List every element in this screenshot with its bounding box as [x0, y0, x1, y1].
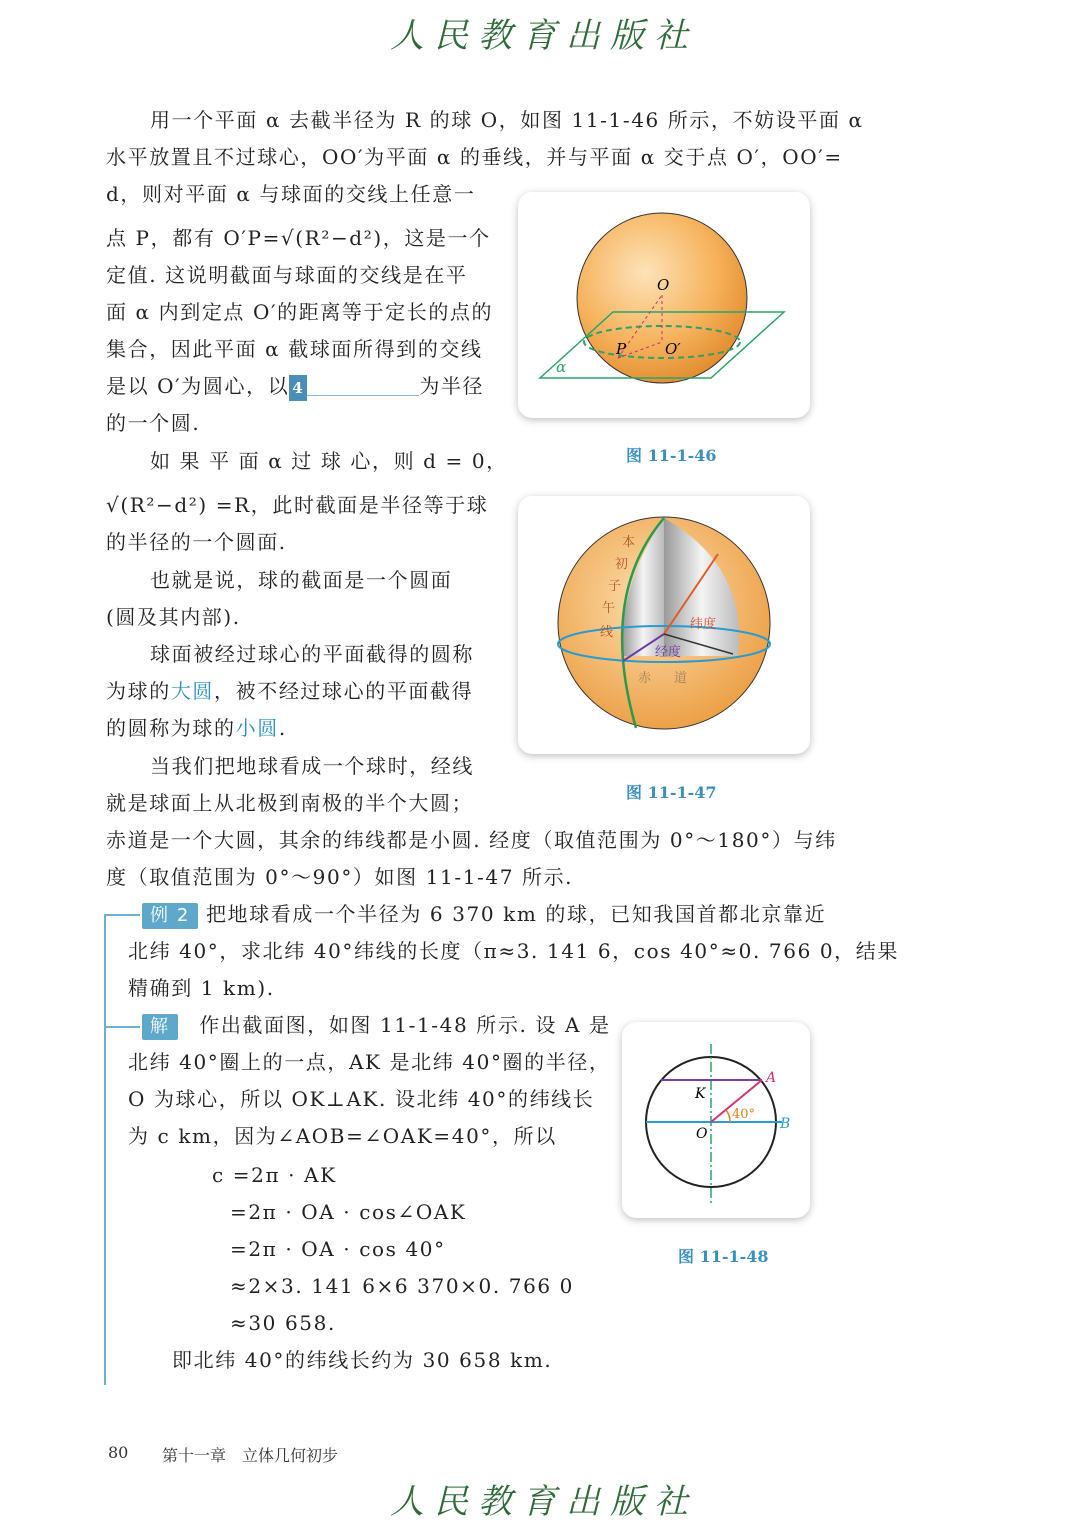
text-line: 的一个圆.: [106, 411, 201, 435]
example-tag: 例 2: [142, 903, 198, 929]
meridian-label: 本: [622, 535, 636, 550]
chapter-title: 第十一章 立体几何初步: [162, 1446, 339, 1465]
text: 是以 O′为圆心，以: [106, 374, 290, 398]
sphere-section-diagram: [518, 192, 810, 418]
text-line: √(R²−d²) =R，此时截面是半径等于球: [106, 493, 489, 517]
text-line: 赤道是一个大圆，其余的纬线都是小圆. 经度（取值范围为 0°～180°）与纬: [106, 828, 837, 852]
meridian-label: 初: [615, 557, 629, 572]
label-O: O: [696, 1126, 708, 1142]
figure-caption: 图 11-1-47: [626, 783, 717, 802]
text-line: 定值. 这说明截面与球面的交线是在平: [106, 263, 468, 287]
equation-line: ≈2×3. 141 6×6 370×0. 766 0: [230, 1274, 575, 1298]
meridian-label: 午: [602, 601, 616, 616]
equation-line: =2π · OA · cos∠OAK: [230, 1200, 467, 1224]
text-line: 点 P，都有 O′P=√(R²−d²)，这是一个: [106, 226, 491, 250]
equator-label: 道: [674, 671, 688, 686]
label-K: K: [695, 1086, 706, 1102]
label-alpha: α: [556, 358, 567, 376]
figure-11-1-46: [518, 192, 810, 418]
angle-label: 40°: [732, 1107, 756, 1122]
text-line: 集合，因此平面 α 截球面所得到的交线: [106, 337, 483, 361]
meridian-label: 线: [600, 625, 614, 640]
text: 为球的: [106, 679, 171, 703]
longitude-label: 经度: [655, 645, 682, 660]
text: 的圆称为球的: [106, 716, 236, 740]
solution-line: 为 c km，因为∠AOB=∠OAK=40°，所以: [128, 1124, 557, 1148]
text-line: 如 果 平 面 α 过 球 心，则 d = 0，: [150, 449, 508, 473]
text-line: [106, 678, 473, 704]
solution-line: 北纬 40°圈上的一点，AK 是北纬 40°圈的半径，: [128, 1050, 611, 1074]
publisher-logo: 人民教育出版社: [390, 1482, 698, 1522]
text-line: 当我们把地球看成一个球时，经线: [150, 754, 474, 778]
label-B: B: [780, 1116, 791, 1132]
solution-line: [142, 1012, 611, 1040]
label-O-prime: O′: [665, 340, 681, 358]
text-line: [106, 715, 287, 741]
answer-blank[interactable]: [307, 375, 419, 396]
fill-blank-line: [106, 373, 484, 401]
text: 把地球看成一个半径为 6 370 km 的球，已知我国首都北京靠近: [205, 902, 827, 926]
text-line: 水平放置且不过球心，OO′为平面 α 的垂线，并与平面 α 交于点 O′，OO′=: [106, 145, 843, 169]
publisher-logo: 人民教育出版社: [390, 16, 698, 56]
equation-line: ≈30 658.: [230, 1311, 336, 1335]
text-line: d，则对平面 α 与球面的交线上任意一: [106, 182, 476, 206]
figure-caption: 图 11-1-48: [678, 1247, 769, 1266]
conclusion-line: 即北纬 40°的纬线长约为 30 658 km.: [172, 1348, 553, 1372]
cross-section-diagram: [622, 1022, 810, 1218]
text: 作出截面图，如图 11-1-48 所示. 设 A 是: [199, 1013, 611, 1037]
figure-caption: 图 11-1-46: [626, 446, 717, 465]
divider: [104, 914, 140, 916]
label-O: O: [657, 276, 670, 294]
example-line: 精确到 1 km).: [128, 976, 275, 1000]
text-line: 也就是说，球的截面是一个圆面: [150, 568, 453, 592]
earth-latitude-longitude-diagram: [518, 496, 810, 754]
text-line: 的半径的一个圆面.: [106, 530, 287, 554]
text-line: 就是球面上从北极到南极的半个大圆；: [106, 791, 474, 815]
text: ，被不经过球心的平面截得: [214, 679, 474, 703]
example-line: [142, 901, 826, 929]
text-line: 度（取值范围为 0°～90°）如图 11-1-47 所示.: [106, 865, 574, 889]
text: .: [278, 716, 287, 740]
divider: [104, 1026, 140, 1028]
figure-11-1-48: [622, 1022, 810, 1218]
text-line: (圆及其内部).: [106, 605, 241, 629]
latitude-label: 纬度: [690, 617, 717, 632]
label-P: P: [616, 340, 627, 358]
equation-line: c =2π · AK: [212, 1163, 337, 1187]
term-small-circle: 小圆: [235, 716, 279, 740]
equation-line: =2π · OA · cos 40°: [230, 1237, 446, 1261]
example-line: 北纬 40°，求北纬 40°纬线的长度（π≈3. 141 6，cos 40°≈0. 766 0，结果: [128, 939, 899, 963]
term-great-circle: 大圆: [170, 679, 215, 703]
text-line: 用一个平面 α 去截半径为 R 的球 O，如图 11-1-46 所示，不妨设平面 α: [150, 108, 864, 132]
equator-label: 赤: [638, 671, 652, 686]
blank-number: 4: [289, 375, 307, 401]
label-A: A: [766, 1070, 777, 1086]
solution-line: O 为球心，所以 OK⊥AK. 设北纬 40°的纬线长: [128, 1087, 595, 1111]
solution-tag: 解: [142, 1014, 178, 1040]
meridian-label: 子: [608, 579, 622, 594]
page-number: 80: [108, 1443, 129, 1462]
example-bracket-line: [104, 915, 106, 1385]
text-line: 面 α 内到定点 O′的距离等于定长的点的: [106, 300, 494, 324]
text: 为半径: [419, 374, 485, 398]
text-line: 球面被经过球心的平面截得的圆称: [150, 642, 474, 666]
figure-11-1-47: [518, 496, 810, 754]
